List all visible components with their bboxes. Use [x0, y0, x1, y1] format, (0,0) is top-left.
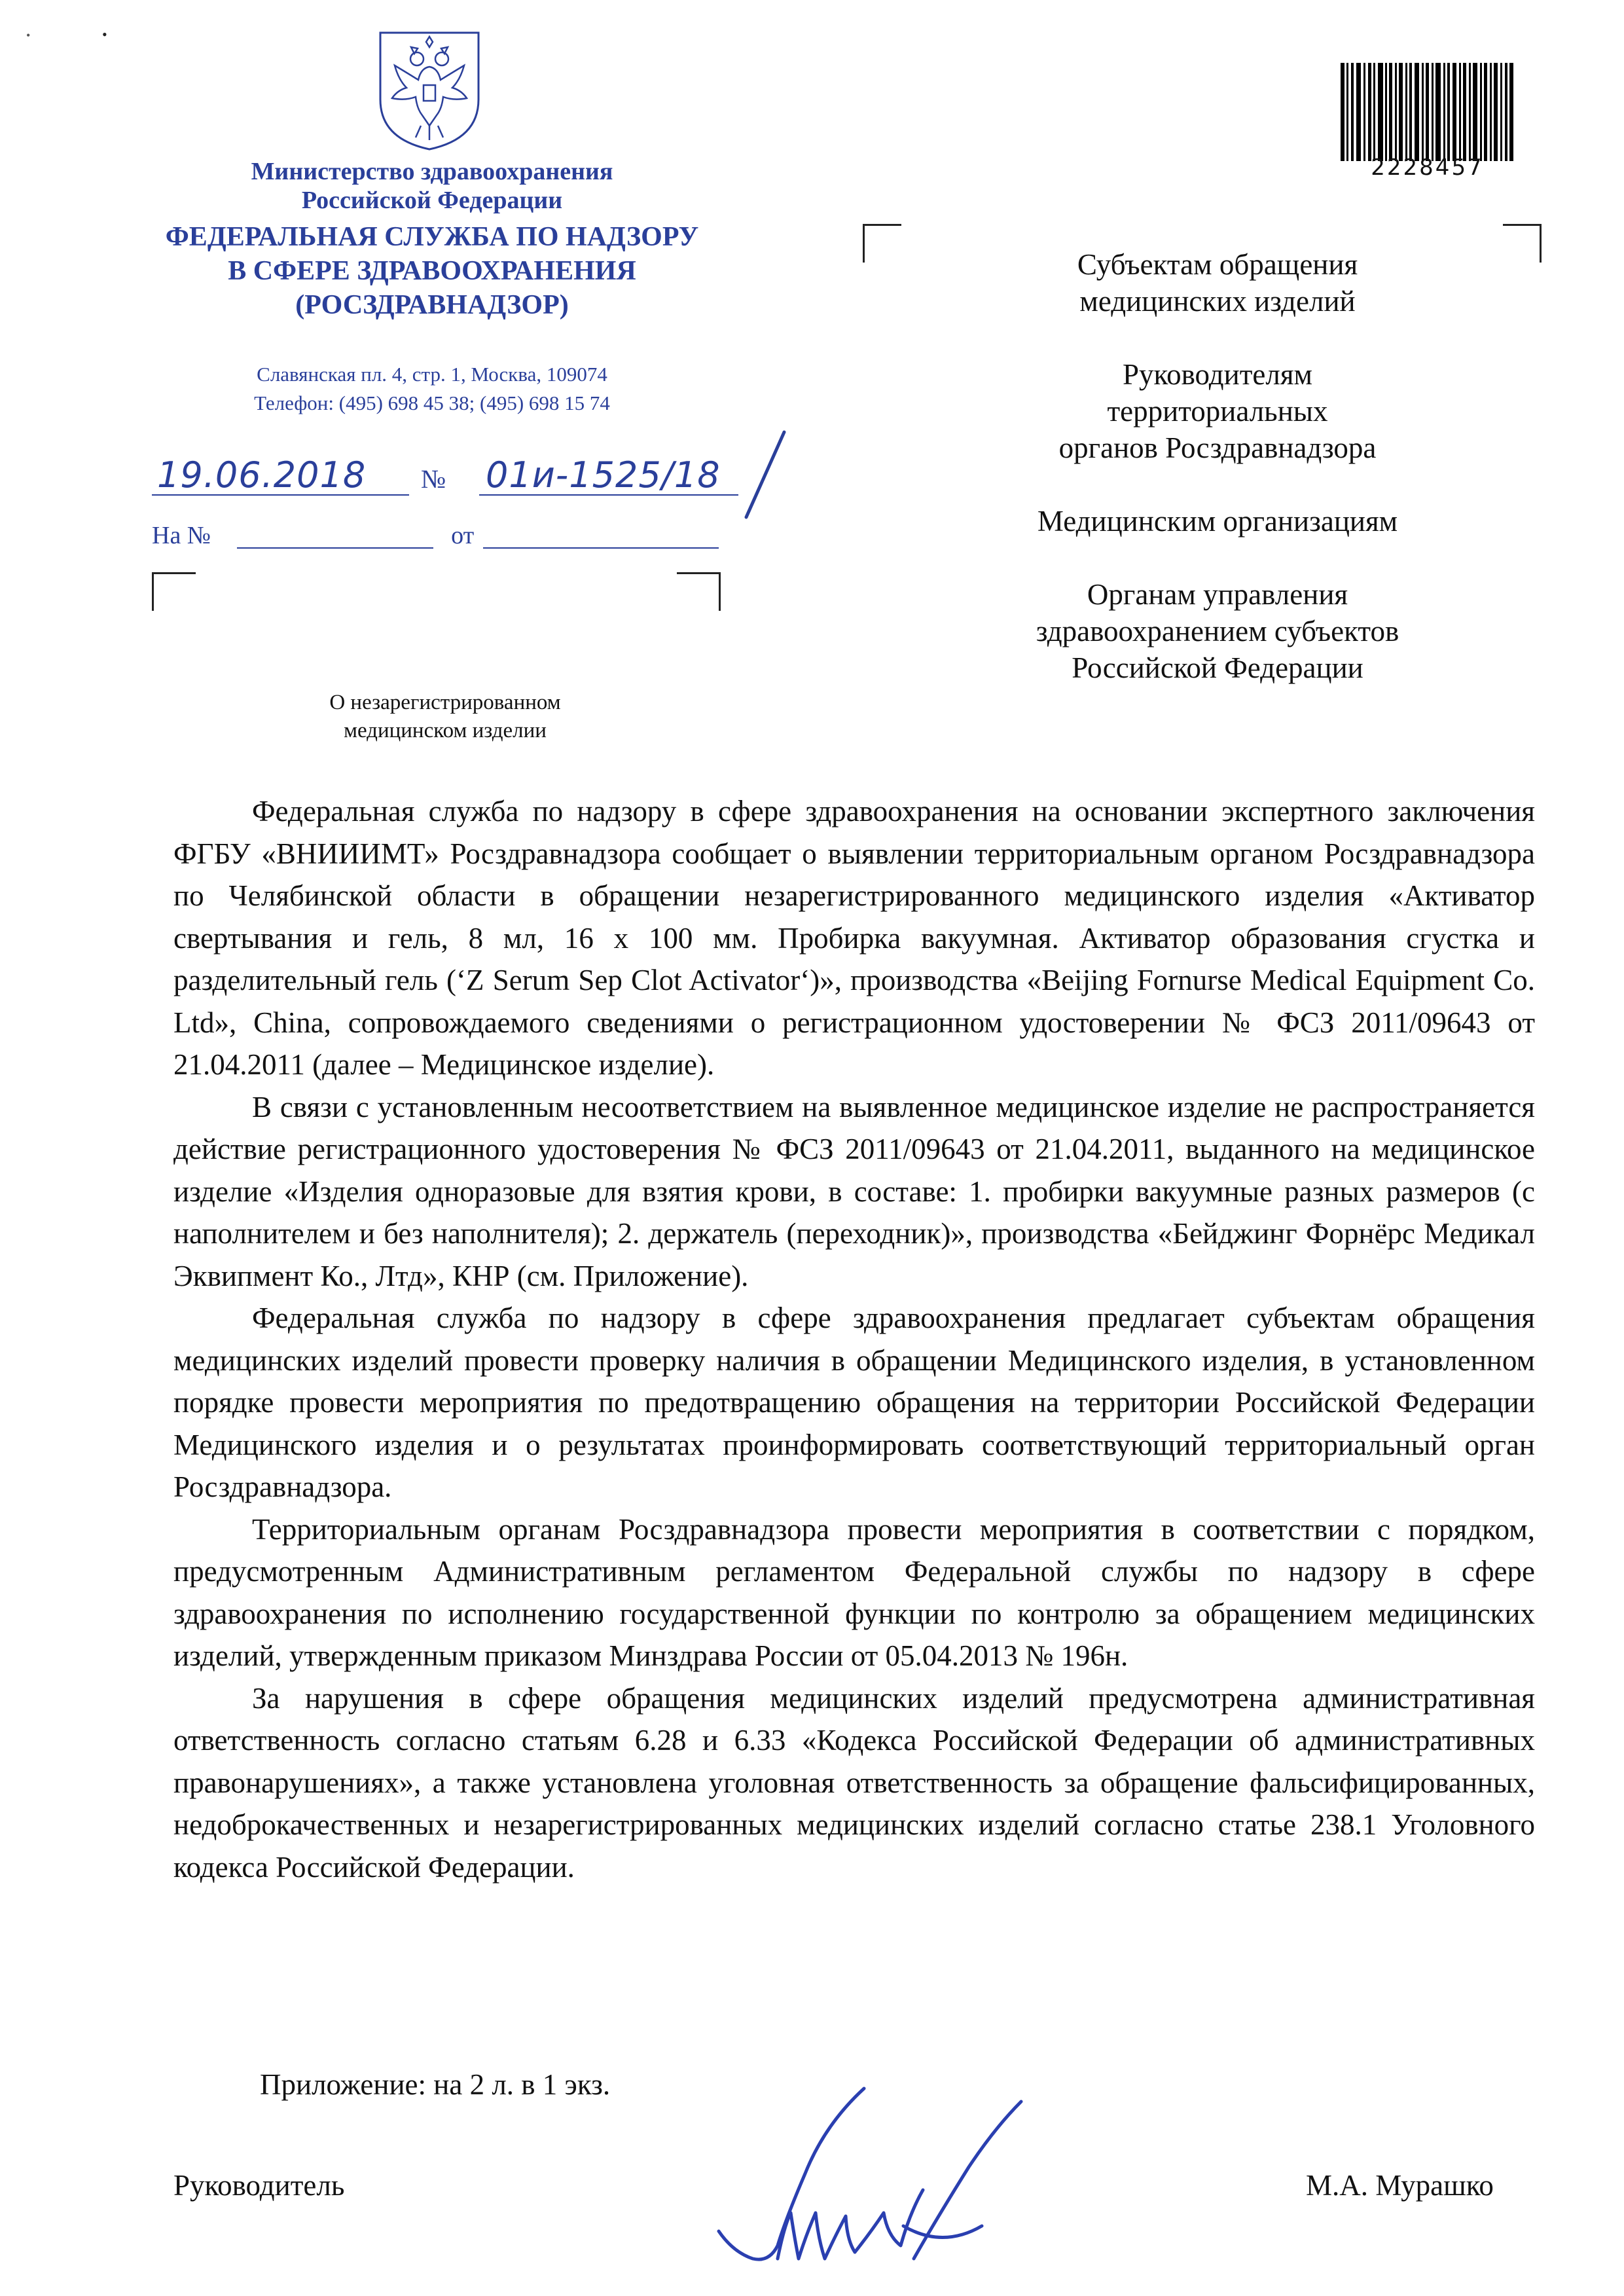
- ministry-line-2: Российской Федерации: [301, 187, 563, 214]
- recipient-line: органов Росздравнадзора: [1058, 431, 1377, 464]
- recipient-item: [956, 576, 1479, 686]
- recipient-item: [956, 246, 1479, 319]
- recipient-line: Органам управления: [1087, 578, 1348, 611]
- outgoing-date: 19.06.2018: [157, 454, 367, 496]
- barcode-icon: [1341, 63, 1513, 161]
- reference-date-line: [483, 547, 719, 549]
- signatory-role: Руководитель: [173, 2169, 345, 2202]
- body-paragraph-4: Территориальным органам Росздравнадзора провести мероприятия в соответствии с порядком, предусмотренным Административным регламентом Федеральной службы по надзору в сфере здравоохранения по исполнению государственной функции по контролю за обращением медицинских изделий, утвержденным приказом Минздрава России от 05.04.2013 № 196н.: [173, 1512, 1535, 1672]
- service-line-1: ФЕДЕРАЛЬНАЯ СЛУЖБА ПО НАДЗОРУ: [165, 222, 699, 252]
- subject-line-2: медицинском изделии: [344, 719, 547, 742]
- letter-subject: [255, 689, 635, 745]
- date-underline: [152, 494, 409, 496]
- recipient-line: медицинских изделий: [1079, 285, 1356, 318]
- handwritten-signature: [707, 2062, 1074, 2291]
- recipient-line: территориальных: [1107, 395, 1328, 428]
- reference-row: [152, 521, 474, 550]
- service-line-3: (РОСЗДРАВНАДЗОР): [295, 290, 569, 320]
- address-bracket-right: [1503, 224, 1542, 263]
- ministry-line-1: Министерство здравоохранения: [251, 158, 613, 185]
- address-block: [164, 360, 700, 418]
- address-bracket-left: [863, 224, 901, 263]
- recipient-line: здравоохранением субъектов: [1036, 615, 1399, 647]
- number-sign: №: [421, 464, 446, 494]
- outgoing-number: 01и-1525/18: [486, 454, 721, 496]
- attachment-note: Приложение: на 2 л. в 1 экз.: [260, 2068, 611, 2101]
- number-underline: [479, 494, 738, 496]
- recipient-line: Медицинским организациям: [1037, 505, 1398, 538]
- recipients-block: [956, 246, 1479, 723]
- phone-line: Телефон: (495) 698 45 38; (495) 698 15 74: [254, 392, 610, 414]
- body-paragraph-2: В связи с установленным несоответствием на выявленное медицинское изделие не распространяется действие регистрационного удостоверения № ФСЗ 2011/09643 от 21.04.2011, выданного на медицинское изделие «Изделия одноразовые для взятия крови, в составе: 1. пробирки вакуумные разных размеров (с наполнителем и без наполнителя); 2. держатель (переходник)», производства «Бейджинг Форнёрс Медикал Эквипмент Ко., Лтд», КНР (см. Приложение).: [173, 1090, 1535, 1292]
- address-line: Славянская пл. 4, стр. 1, Москва, 109074: [257, 363, 607, 386]
- bracket-top-right: [677, 572, 721, 611]
- recipient-line: Российской Федерации: [1072, 651, 1363, 684]
- recipient-item: [956, 503, 1479, 539]
- body-paragraph-1: Федеральная служба по надзору в сфере здравоохранения на основании экспертного заключения ФГБУ «ВНИИИМТ» Росздравнадзора сообщает о выявлении территориальным органом Росздравнадзора по Челябинской области в обращении незарегистрированного медицинского изделия «Активатор свертывания и гель, 8 мл, 16 х 100 мм. Пробирка вакуумная. Активатор образования сгустка и разделительный гель (‘Z Serum Sep Clot Activator‘)», производства «Beijing Fornurse Medical Equipment Co. Ltd», China, сопровождаемого сведениями о регистрационном удостоверении № ФСЗ 2011/09643 от 21.04.2011 (далее – Медицинское изделие).: [173, 795, 1535, 1081]
- recipient-item: [956, 356, 1479, 466]
- ot-label: от: [451, 522, 475, 549]
- subject-line-1: О незарегистрированном: [329, 691, 561, 714]
- na-label: На №: [152, 522, 211, 549]
- recipient-line: Субъектам обращения: [1077, 248, 1358, 281]
- bracket-top-left: [152, 572, 196, 611]
- body-paragraph-5: За нарушения в сфере обращения медицинских изделий предусмотрена административная ответственность согласно статьям 6.28 и 6.33 «Кодекса Российской Федерации об административных правонарушениях», а также установлена уголовная ответственность за обращение фальсифицированных, недоброкачественных и незарегистрированных медицинских изделий согласно статье 238.1 Уголовного кодекса Российской Федерации.: [173, 1681, 1535, 1884]
- ministry-name: [164, 157, 700, 215]
- service-line-2: В СФЕРЕ ЗДРАВООХРАНЕНИЯ: [228, 256, 636, 286]
- body-paragraph-3: Федеральная служба по надзору в сфере здравоохранения предлагает субъектам обращения медицинских изделий провести проверку наличия в обращении Медицинского изделия, в установленном порядке провести мероприятия по предотвращению обращения на территории Российской Федерации Медицинского изделия и о результатах проинформировать соответствующий территориальный орган Росздравнадзора.: [173, 1302, 1535, 1503]
- signatory-name: М.А. Мурашко: [1306, 2169, 1494, 2202]
- scan-speck: •: [102, 26, 107, 43]
- recipient-line: Руководителям: [1123, 358, 1312, 391]
- barcode-number: 2228457: [1371, 155, 1484, 181]
- scan-speck: •: [26, 29, 31, 42]
- reference-number-line: [237, 547, 433, 549]
- service-name: [118, 220, 746, 322]
- coat-of-arms-emblem: [375, 27, 484, 152]
- letter-body: [173, 790, 1535, 1888]
